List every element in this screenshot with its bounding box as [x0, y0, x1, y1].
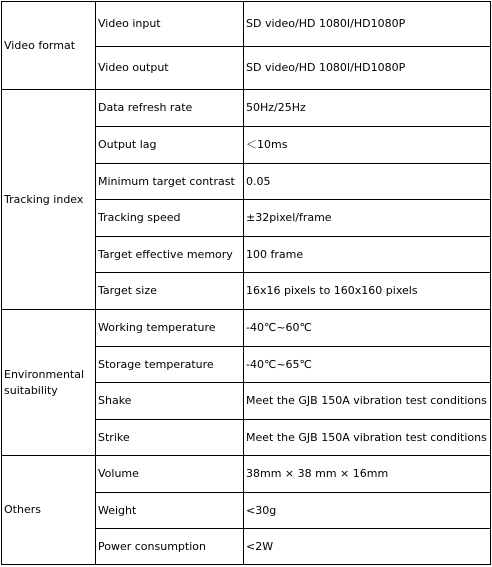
- value-cell: -40℃~65℃: [244, 347, 491, 383]
- parameter-cell: Weight: [96, 493, 244, 529]
- parameter-cell: Data refresh rate: [96, 90, 244, 127]
- value-cell: SD video/HD 1080I/HD1080P: [244, 2, 491, 47]
- table-row: [2, 90, 491, 127]
- category-cell: Environmental suitability: [2, 310, 96, 456]
- parameter-cell: Power consumption: [96, 529, 244, 565]
- table-row: [2, 2, 491, 47]
- parameter-cell: Volume: [96, 456, 244, 493]
- value-cell: 50Hz/25Hz: [244, 90, 491, 127]
- value-cell: 100 frame: [244, 237, 491, 273]
- value-cell: <30g: [244, 493, 491, 529]
- value-cell: 0.05: [244, 164, 491, 200]
- value-cell: SD video/HD 1080I/HD1080P: [244, 47, 491, 90]
- category-cell: Tracking index: [2, 90, 96, 310]
- parameter-cell: Video output: [96, 47, 244, 90]
- parameter-cell: Target size: [96, 273, 244, 310]
- value-cell: -40℃~60℃: [244, 310, 491, 347]
- value-cell: 16x16 pixels to 160x160 pixels: [244, 273, 491, 310]
- spec-table: [1, 1, 491, 565]
- parameter-cell: Output lag: [96, 127, 244, 164]
- table-row: [2, 456, 491, 493]
- parameter-cell: Shake: [96, 383, 244, 420]
- value-cell: 38mm × 38 mm × 16mm: [244, 456, 491, 493]
- parameter-cell: Tracking speed: [96, 200, 244, 237]
- category-cell: Video format: [2, 2, 96, 90]
- parameter-cell: Video input: [96, 2, 244, 47]
- value-cell: ±32pixel/frame: [244, 200, 491, 237]
- table-row: [2, 310, 491, 347]
- value-cell: <2W: [244, 529, 491, 565]
- parameter-cell: Target effective memory: [96, 237, 244, 273]
- parameter-cell: Working temperature: [96, 310, 244, 347]
- value-cell: ＜10ms: [244, 127, 491, 164]
- value-cell: Meet the GJB 150A vibration test conditions: [244, 420, 491, 456]
- value-cell: Meet the GJB 150A vibration test conditions: [244, 383, 491, 420]
- parameter-cell: Strike: [96, 420, 244, 456]
- category-cell: Others: [2, 456, 96, 565]
- parameter-cell: Minimum target contrast: [96, 164, 244, 200]
- parameter-cell: Storage temperature: [96, 347, 244, 383]
